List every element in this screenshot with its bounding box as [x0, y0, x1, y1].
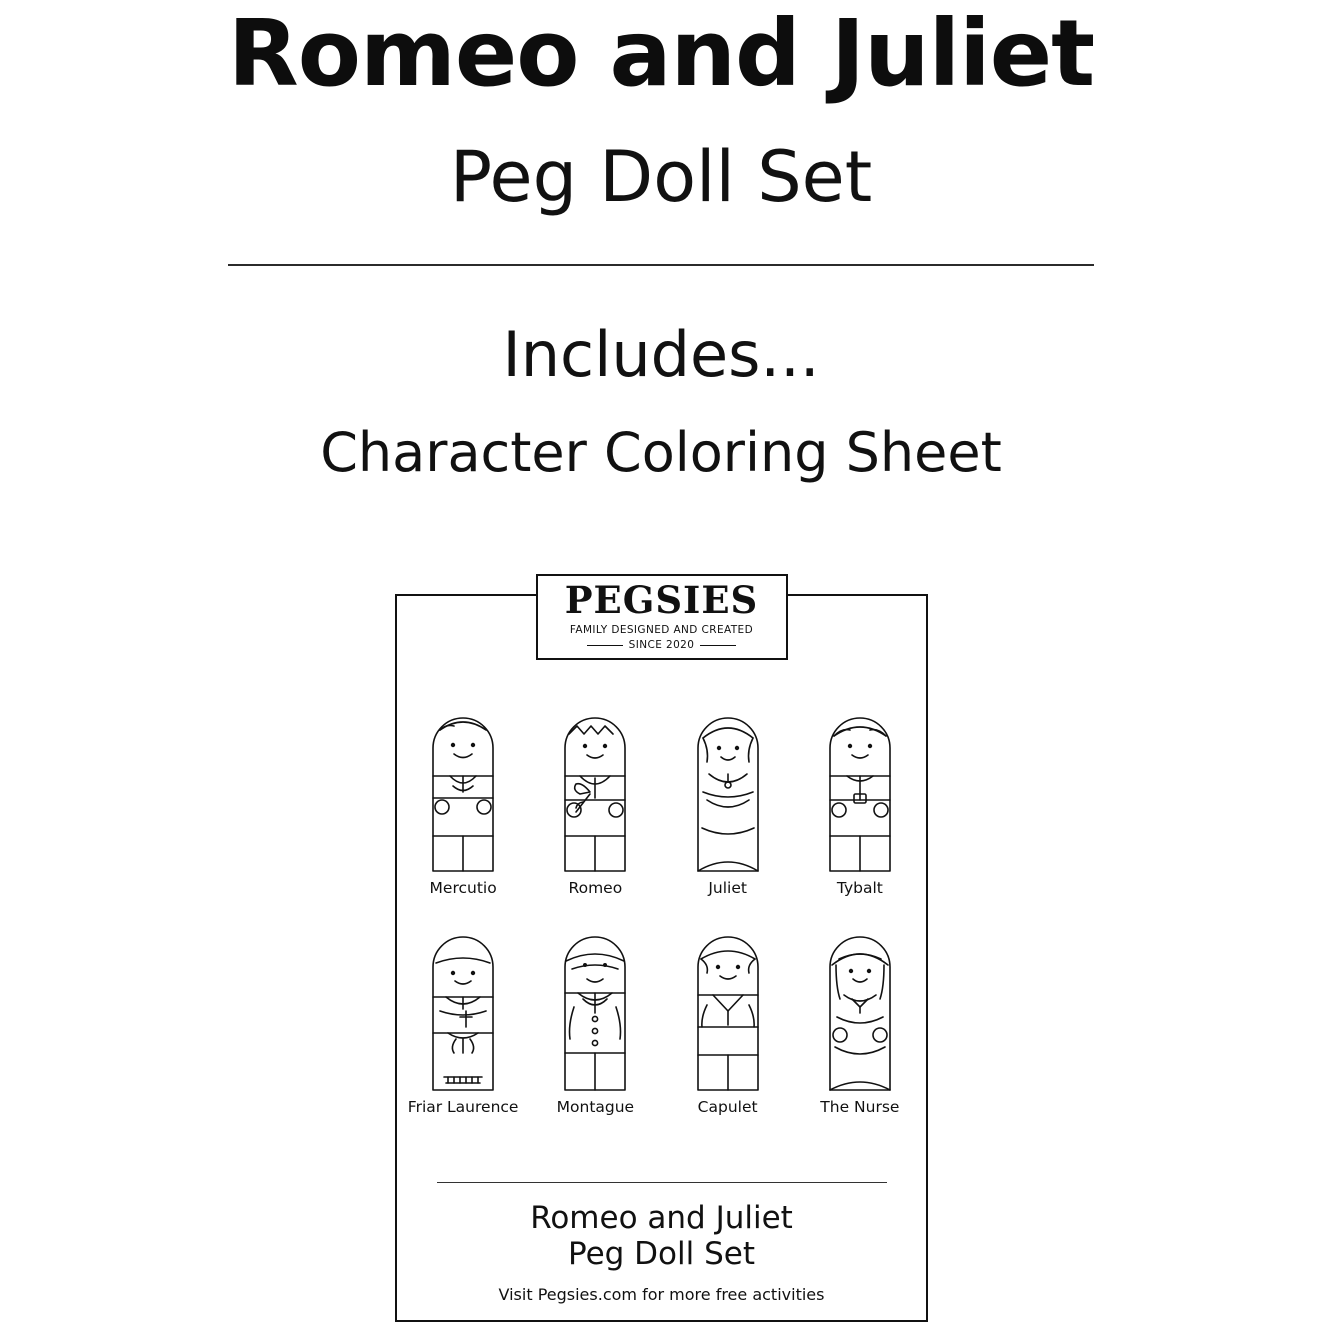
sheet-footer: [397, 1200, 926, 1304]
sheet-footer-title: Romeo and Juliet: [530, 1199, 793, 1236]
peg-doll-friar-laurence-icon: [420, 907, 506, 1092]
character-label: Romeo: [568, 879, 623, 897]
logo-brand-name: PEGSIES: [564, 578, 759, 622]
peg-doll-juliet-icon: [685, 688, 771, 873]
sheet-footer-note: Visit Pegsies.com for more free activities: [498, 1285, 825, 1304]
character-label: Mercutio: [429, 879, 497, 897]
logo-rule-left: [587, 645, 623, 646]
peg-doll-romeo-icon: [552, 688, 638, 873]
character-label: The Nurse: [820, 1098, 900, 1116]
page-subtitle: Peg Doll Set: [449, 136, 873, 218]
character-cell-mercutio: [403, 688, 523, 897]
includes-item-coloring-sheet: Character Coloring Sheet: [320, 421, 1002, 484]
character-label: Tybalt: [836, 879, 883, 897]
character-label: Juliet: [708, 879, 747, 897]
sheet-footer-divider: [437, 1182, 887, 1184]
peg-doll-the-nurse-icon: [817, 907, 903, 1092]
character-cell-juliet: [668, 688, 788, 897]
header-divider: [228, 264, 1094, 266]
character-cell-capulet: [668, 907, 788, 1116]
includes-label: Includes...: [502, 318, 820, 391]
character-cell-montague: [535, 907, 655, 1116]
character-label: Montague: [556, 1098, 635, 1116]
character-label: Friar Laurence: [407, 1098, 519, 1116]
character-label: Capulet: [697, 1098, 758, 1116]
character-grid: [397, 688, 926, 1116]
peg-doll-montague-icon: [552, 907, 638, 1092]
logo-rule-right: [700, 645, 736, 646]
character-cell-the-nurse: [800, 907, 920, 1116]
peg-doll-tybalt-icon: [817, 688, 903, 873]
character-cell-romeo: [535, 688, 655, 897]
logo-since-row: [538, 639, 786, 651]
peg-doll-mercutio-icon: [420, 688, 506, 873]
pegsies-logo: [536, 574, 788, 660]
character-cell-tybalt: [800, 688, 920, 897]
logo-since-text: SINCE 2020: [628, 639, 695, 651]
character-cell-friar-laurence: [403, 907, 523, 1116]
sheet-footer-subtitle: Peg Doll Set: [567, 1236, 755, 1273]
page-title: Romeo and Juliet: [227, 0, 1095, 107]
logo-tagline: FAMILY DESIGNED AND CREATED: [569, 624, 754, 636]
peg-doll-capulet-icon: [685, 907, 771, 1092]
coloring-sheet-preview: [395, 578, 928, 1322]
